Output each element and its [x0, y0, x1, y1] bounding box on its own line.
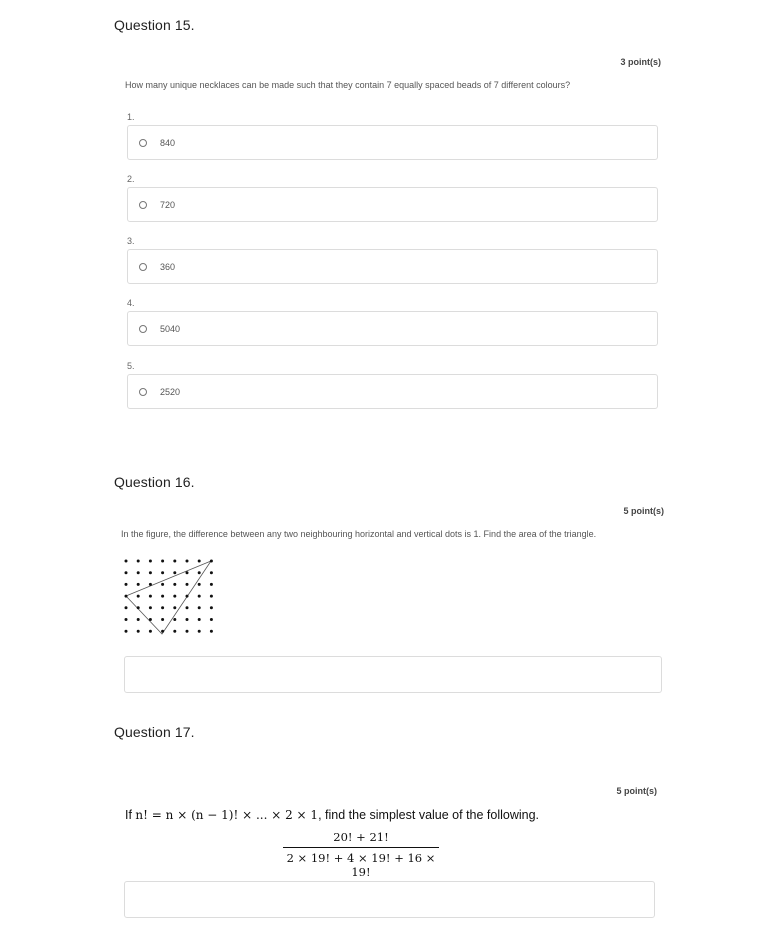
option-label: 840 [160, 138, 176, 148]
grid-dot [173, 583, 176, 586]
grid-dot [137, 606, 140, 609]
fraction-expression [283, 830, 439, 879]
fraction-numerator: 20! + 21! [283, 830, 439, 848]
grid-dot [173, 618, 176, 621]
question-16-text: In the figure, the difference between any two neighbouring horizontal and vertical dots is 1. Find the area of the triangle. [121, 529, 597, 539]
option-number-2: 2. [127, 174, 135, 184]
grid-dot [186, 595, 189, 598]
grid-dot [137, 630, 140, 633]
question-15-text: How many unique necklaces can be made such that they contain 7 equally spaced beads of 7 different colours? [125, 80, 571, 90]
question-17-points: 5 point(s) [616, 786, 657, 796]
grid-dot [198, 595, 201, 598]
grid-dot [186, 606, 189, 609]
grid-dot [125, 583, 128, 586]
grid-dot [149, 571, 152, 574]
grid-dot [149, 595, 152, 598]
answer-input-q17[interactable] [124, 881, 655, 918]
radio-button-icon[interactable] [139, 325, 147, 333]
grid-dot [137, 583, 140, 586]
grid-dot [137, 618, 140, 621]
option-number-3: 3. [127, 236, 135, 246]
grid-dot [149, 606, 152, 609]
option-label: 2520 [160, 387, 181, 397]
grid-dot [161, 583, 164, 586]
grid-dot [210, 583, 213, 586]
question-16-title: Question 16. [114, 474, 195, 490]
grid-dot [125, 571, 128, 574]
grid-dot [161, 606, 164, 609]
grid-dot [186, 618, 189, 621]
grid-dot [210, 595, 213, 598]
grid-dot [186, 571, 189, 574]
grid-dot [198, 583, 201, 586]
radio-button-icon[interactable] [139, 263, 147, 271]
grid-dot [173, 630, 176, 633]
option-number-4: 4. [127, 298, 135, 308]
question-17-text-pre: If [125, 808, 136, 822]
radio-button-icon[interactable] [139, 139, 147, 147]
grid-dot [149, 560, 152, 563]
grid-dot [137, 595, 140, 598]
grid-dot [137, 571, 140, 574]
option-label: 720 [160, 200, 176, 210]
option-5[interactable] [127, 374, 658, 409]
grid-dot [125, 606, 128, 609]
grid-dot [173, 571, 176, 574]
answer-input-q16[interactable] [124, 656, 662, 693]
grid-dot [210, 606, 213, 609]
grid-dot [161, 595, 164, 598]
grid-dot [161, 618, 164, 621]
grid-dot [149, 583, 152, 586]
grid-dot [186, 583, 189, 586]
option-number-1: 1. [127, 112, 135, 122]
grid-dot [161, 560, 164, 563]
option-4[interactable] [127, 311, 658, 346]
fraction-denominator: 2 × 19! + 4 × 19! + 16 × 19! [286, 851, 436, 879]
grid-dot [149, 618, 152, 621]
question-17-title: Question 17. [114, 724, 195, 740]
dot-grid-figure [120, 554, 220, 640]
grid-dot [173, 595, 176, 598]
question-15-title: Question 15. [114, 17, 195, 33]
question-16-points: 5 point(s) [623, 506, 664, 516]
grid-dot [125, 618, 128, 621]
option-1[interactable] [127, 125, 658, 160]
grid-dot [149, 630, 152, 633]
option-number-5: 5. [127, 361, 135, 371]
grid-dot [198, 618, 201, 621]
grid-dot [198, 560, 201, 563]
factorial-definition: n! = n × (n − 1)! × ... × 2 × 1 [135, 808, 319, 822]
grid-dot [210, 618, 213, 621]
grid-dot [210, 571, 213, 574]
option-label: 360 [160, 262, 176, 272]
grid-dot [210, 630, 213, 633]
grid-dot [161, 571, 164, 574]
grid-dot [210, 560, 213, 563]
grid-dot [198, 630, 201, 633]
option-label: 5040 [160, 324, 181, 334]
grid-dot [186, 630, 189, 633]
grid-dot [173, 560, 176, 563]
grid-dot [125, 560, 128, 563]
grid-dot [173, 606, 176, 609]
option-3[interactable] [127, 249, 658, 284]
grid-dot [125, 595, 128, 598]
grid-dot [161, 630, 164, 633]
grid-dot [198, 606, 201, 609]
grid-dot [186, 560, 189, 563]
grid-dot [125, 630, 128, 633]
radio-button-icon[interactable] [139, 388, 147, 396]
radio-button-icon[interactable] [139, 201, 147, 209]
option-2[interactable] [127, 187, 658, 222]
question-17-text [125, 808, 539, 822]
grid-dot [137, 560, 140, 563]
question-15-points: 3 point(s) [620, 57, 661, 67]
question-17-text-post: , find the simplest value of the following. [318, 808, 540, 822]
grid-dot [198, 571, 201, 574]
